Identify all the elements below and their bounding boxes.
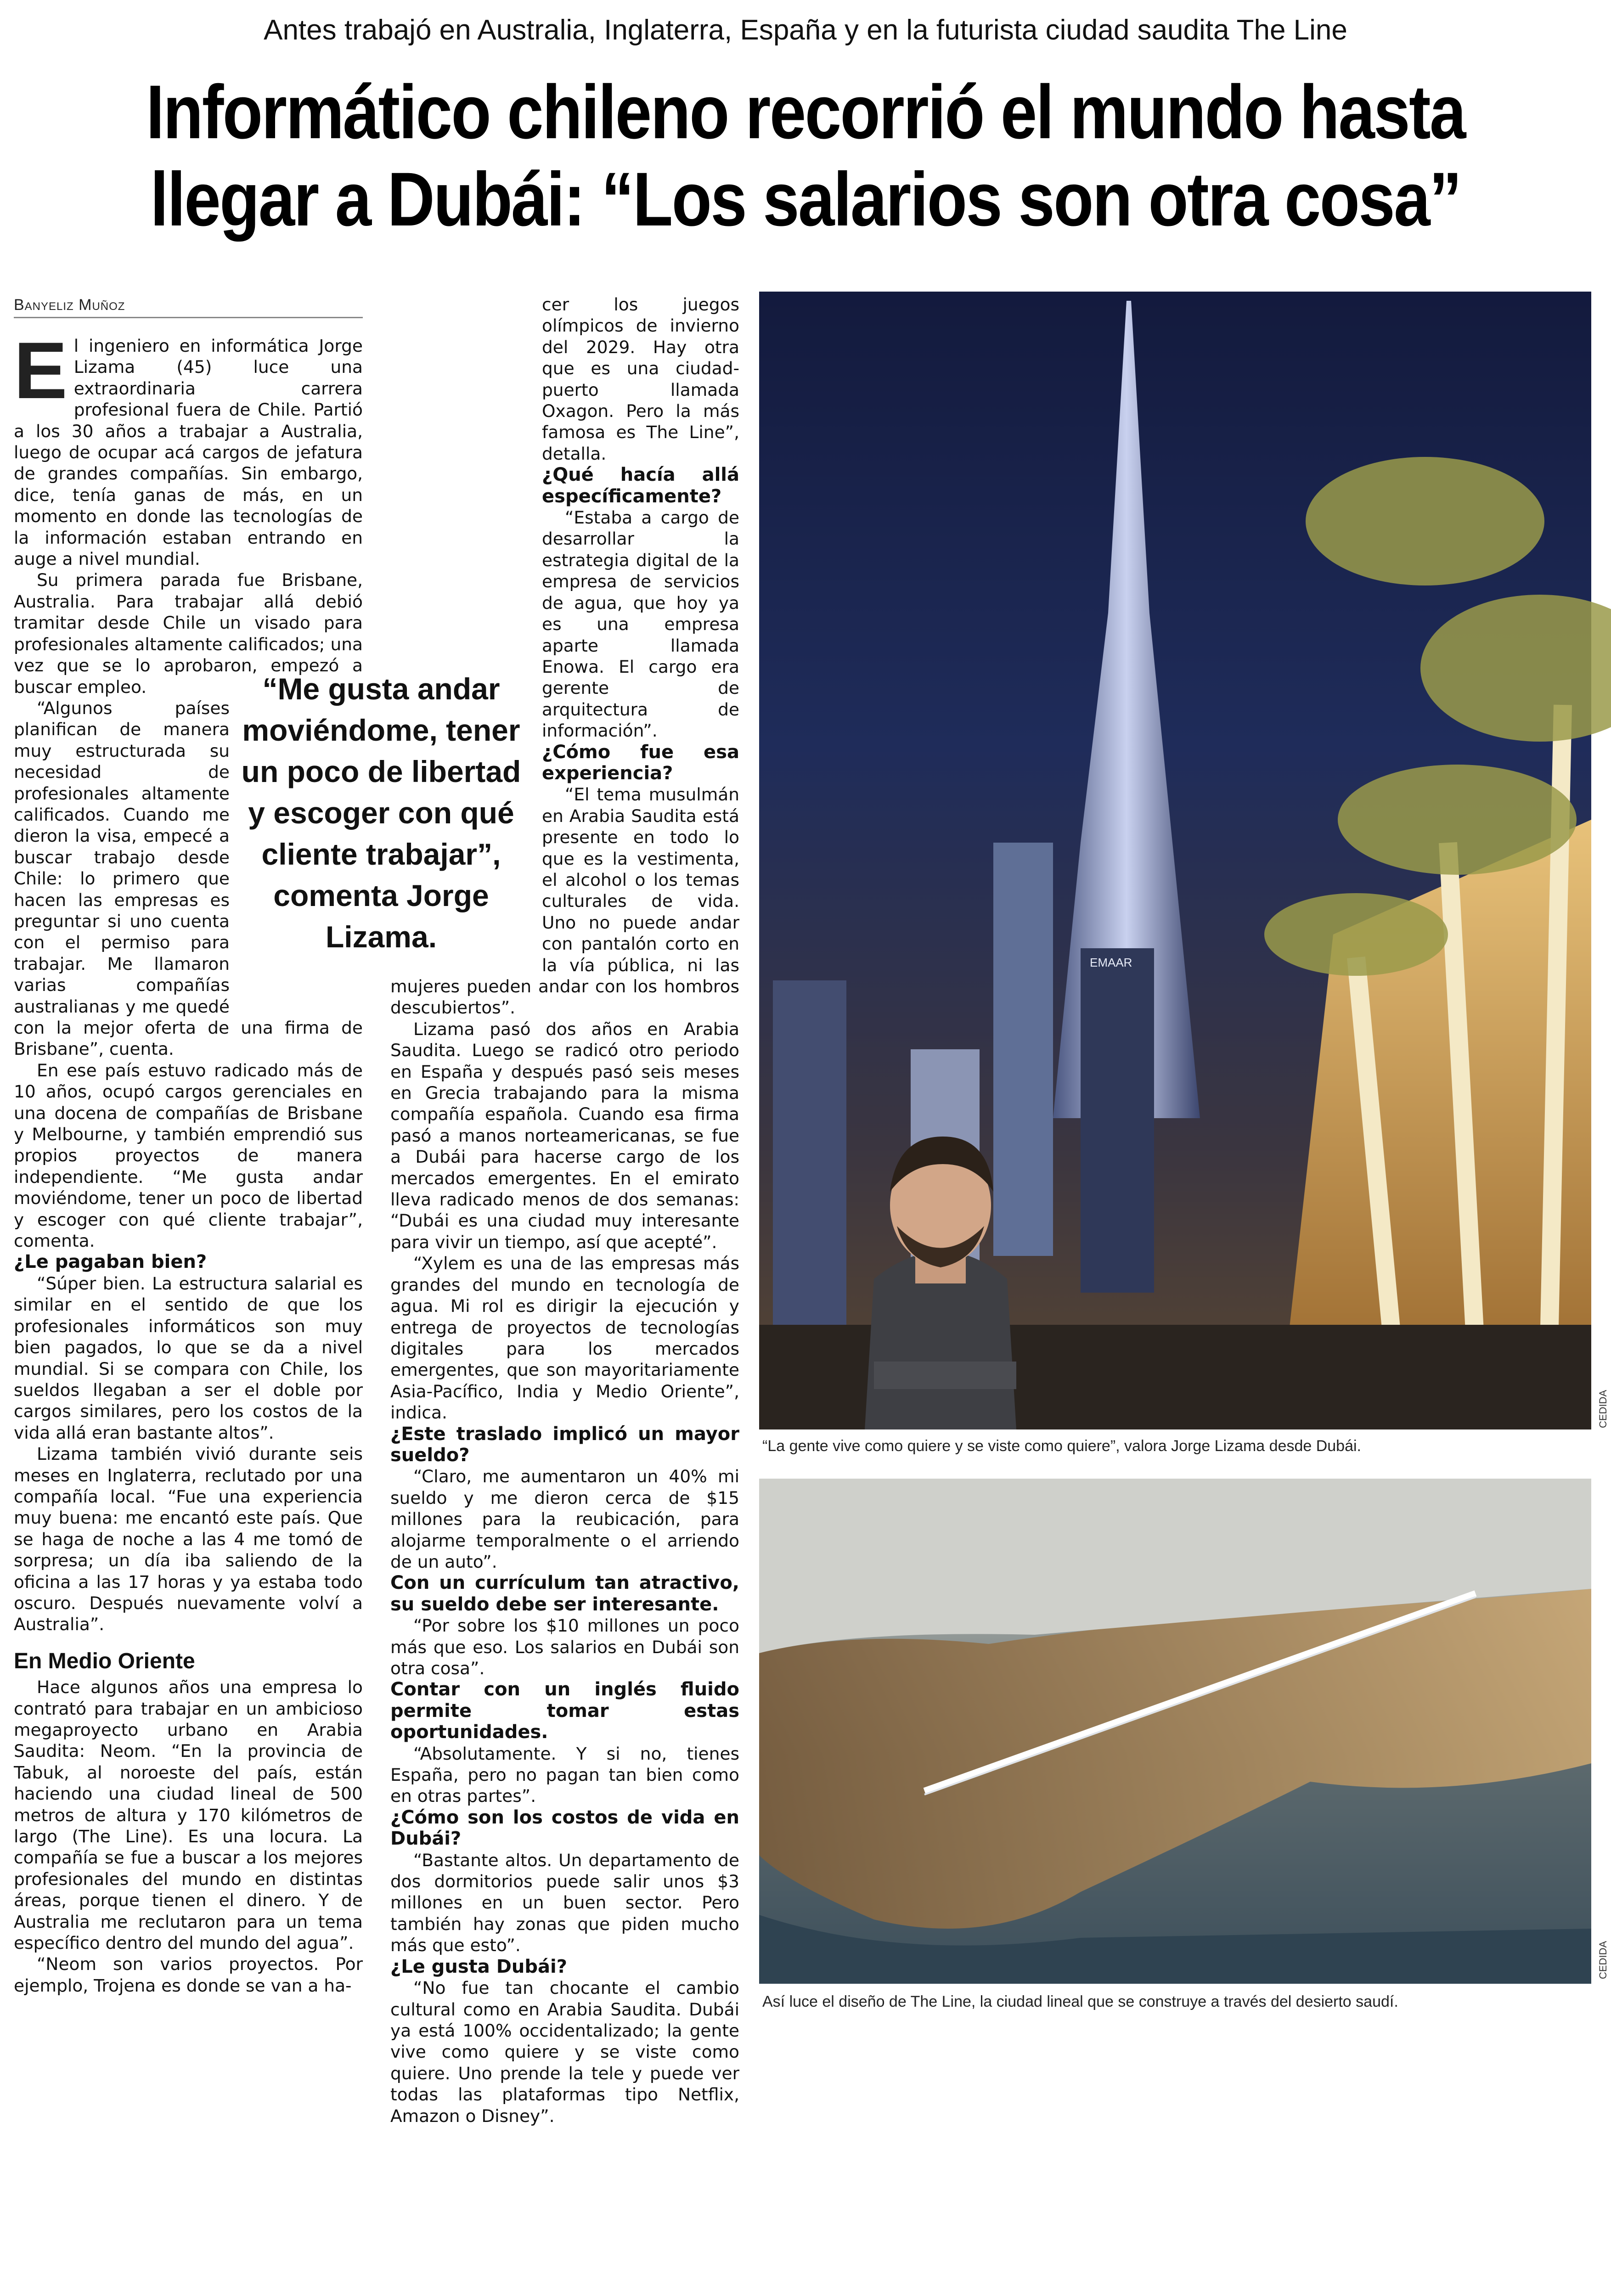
question: Contar con un inglés fluido permite tomar estas oportunidades. bbox=[390, 1679, 739, 1743]
pull-quote: “Me gusta andar moviéndome, tener un poco de libertad y escoger con qué cliente trabajar”, comenta Jorge Lizama. bbox=[241, 672, 521, 954]
paragraph: “Súper bien. La estructura salarial es similar en el sentido de que los profesionales informáticos son muy bien pagados, lo que se da a nivel mundial. Si se compara con Chile, los sueldos llegaban a ser el doble por cargos similares, pero los costos de la vida allá eran bastante altos”. bbox=[14, 1273, 363, 1443]
photo-caption: Así luce el diseño de The Line, la ciudad lineal que se construye a través del desierto saudí. bbox=[762, 1993, 1398, 2010]
paragraph: “Xylem es una de las empresas más grandes del mundo en tecnología de agua. Mi rol es dirigir la ejecución y entrega de proyectos de tecnologías digitales para los mercados emergentes, que son mayoritariamente Asia-Pacífico, India y Medio Oriente”, indica. bbox=[390, 1253, 739, 1423]
paragraph: “Estaba a cargo de desarrollar la estrategia digital de la empresa de servicios de agua, que hoy ya es una empresa aparte llamada Enowa. El cargo era gerente de arquitectura de información”. bbox=[542, 507, 739, 741]
photo-illustration bbox=[759, 1479, 1591, 1984]
section-subhead: En Medio Oriente bbox=[14, 1649, 195, 1673]
paragraph: “Absolutamente. Y si no, tienes España, pero no pagan tan bien como en otras partes”. bbox=[390, 1743, 739, 1806]
question: ¿Cómo fue esa experiencia? bbox=[542, 741, 739, 784]
paragraph: cer los juegos olímpicos de invierno del 2029. Hay otra que es una ciudad-puerto llamada Oxagon. Pero la más famosa es The Line”, detalla. bbox=[542, 294, 739, 464]
intro-paragraph: El ingeniero en informática Jorge Lizama (45) luce una extraordinaria carrera profesional fuera de Chile. Partió a los 30 años a trabajar a Australia, luego de ocupar acá cargos de jefatura de grandes compañías. Sin embargo, dice, tenía ganas de más, en un momento en donde las tecnologías de la información estaban entrando en auge a nivel mundial. bbox=[14, 326, 363, 569]
article-column-1 bbox=[14, 326, 363, 2296]
photo-caption: “La gente vive como quiere y se viste como quiere”, valora Jorge Lizama desde Dubái. bbox=[762, 1437, 1362, 1455]
paragraph: “Neom son varios proyectos. Por ejemplo, Trojena es donde se van a ha- bbox=[14, 1954, 363, 1996]
photo-credit: CEDIDA bbox=[1597, 1390, 1609, 1428]
drop-cap: E bbox=[14, 326, 68, 416]
pull-quote-spacer bbox=[390, 666, 542, 969]
photo-dubai-burj-khalifa bbox=[759, 292, 1591, 1429]
question: ¿Le gusta Dubái? bbox=[390, 1956, 567, 1977]
paragraph: Lizama también vivió durante seis meses en Inglaterra, reclutado por una compañía local. “Fue una experiencia muy buena: me encantó este país. Que se haga de noche a las 4 me tomó de sorpresa; un día iba saliendo de la oficina a las 17 horas y ya estaba todo oscuro. Después nuevamente volví a Australia”. bbox=[14, 1444, 363, 1635]
headline-line-1: Informático chileno recorrió el mundo hasta bbox=[146, 70, 1465, 155]
paragraph: “El tema musulmán en Arabia Saudita está presente en todo lo que es la vestimenta, el alcohol o los temas culturales de vida. Uno no puede andar con pantalón corto en la vía pública, ni las mujeres pueden andar con los hombros descubiertos”. bbox=[390, 784, 739, 1018]
paragraph: Su primera parada fue Brisbane, Australia. Para trabajar allá debió tramitar desde Chile un visado para profesionales altamente calificados; una vez que se lo aprobaron, empezó a buscar empleo. bbox=[14, 570, 363, 697]
question: ¿Qué hacía allá específicamente? bbox=[542, 464, 739, 507]
byline: Banyeliz Muñoz bbox=[14, 296, 363, 318]
paragraph: “No fue tan chocante el cambio cultural como en Arabia Saudita. Dubái ya está 100% occidentalizado; la gente vive como quiere y se viste como quiere. Uno prende la tele y puede ver todas las plataformas tipo Netflix, Amazon o Disney”. bbox=[390, 1978, 739, 2126]
question: ¿Cómo son los costos de vida en Dubái? bbox=[390, 1806, 739, 1850]
paragraph: “Por sobre los $10 millones un poco más que eso. Los salarios en Dubái son otra cosa”. bbox=[390, 1615, 739, 1678]
question: Con un currículum tan atractivo, su sueldo debe ser interesante. bbox=[390, 1572, 739, 1615]
question: ¿Le pagaban bien? bbox=[14, 1251, 207, 1273]
paragraph: “Algunos países planifican de manera muy estructurada su necesidad de profesionales altamente calificados. Cuando me dieron la visa, empecé a buscar trabajo desde Chile: lo primero que hacen las empresas es preguntar si uno cuenta con el permiso para trabajar. Me llamaron varias compañías australianas y me quedé con la mejor oferta de una firma de Brisbane”, cuenta. bbox=[14, 698, 363, 1059]
headline-line-2: llegar a Dubái: “Los salarios son otra cosa” bbox=[150, 157, 1461, 242]
paragraph: Lizama pasó dos años en Arabia Saudita. Luego se radicó otro periodo en España y después pasó seis meses en Grecia trabajando para la misma compañía española. Cuando esa firma pasó a manos norteamericanas, se fue a Dubái para hacerse cargo de los mercados emergentes. En el emirato lleva radicado menos de dos semanas: “Dubái es una ciudad muy interesante para vivir un tiempo, así que acepté”. bbox=[390, 1019, 739, 1252]
kicker: Antes trabajó en Australia, Inglaterra, España y en la futurista ciudad saudita The Line bbox=[264, 14, 1347, 46]
building-sign: EMAAR bbox=[1090, 956, 1132, 969]
photo-the-line bbox=[759, 1479, 1591, 1984]
article-column-2 bbox=[390, 294, 739, 2126]
paragraph: “Claro, me aumentaron un 40% mi sueldo y me dieron cerca de $15 millones para la reubicación, para alojarme temporalmente o el arriendo de un auto”. bbox=[390, 1466, 739, 1572]
paragraph: Hace algunos años una empresa lo contrató para trabajar en un ambicioso megaproyecto urbano en Arabia Saudita: Neom. “En la provincia de Tabuk, al noroeste del país, están haciendo una ciudad lineal de 500 metros de altura y 170 kilómetros de largo (The Line). Es una locura. La compañía se fue a buscar a los mejores profesionales del mundo en distintas áreas, porque tienen el dinero. Y de Australia me reclutaron para un tema específico dentro del mundo del agua”. bbox=[14, 1677, 363, 1953]
photo-illustration bbox=[759, 292, 1591, 1429]
paragraph: “Bastante altos. Un departamento de dos dormitorios puede salir unos $3 millones en un buen sector. Pero también hay zonas que piden mucho más que esto”. bbox=[390, 1850, 739, 1956]
question: ¿Este traslado implicó un mayor sueldo? bbox=[390, 1423, 739, 1466]
photo-credit: CEDIDA bbox=[1597, 1941, 1609, 1979]
paragraph: En ese país estuvo radicado más de 10 años, ocupó cargos gerenciales en una docena de compañías de Brisbane y Melbourne, y también emprendió sus propios proyectos de manera independiente. “Me gusta andar moviéndome, tener un poco de libertad y escoger con qué cliente trabajar”, comenta. bbox=[14, 1060, 363, 1251]
headline bbox=[121, 69, 1490, 243]
